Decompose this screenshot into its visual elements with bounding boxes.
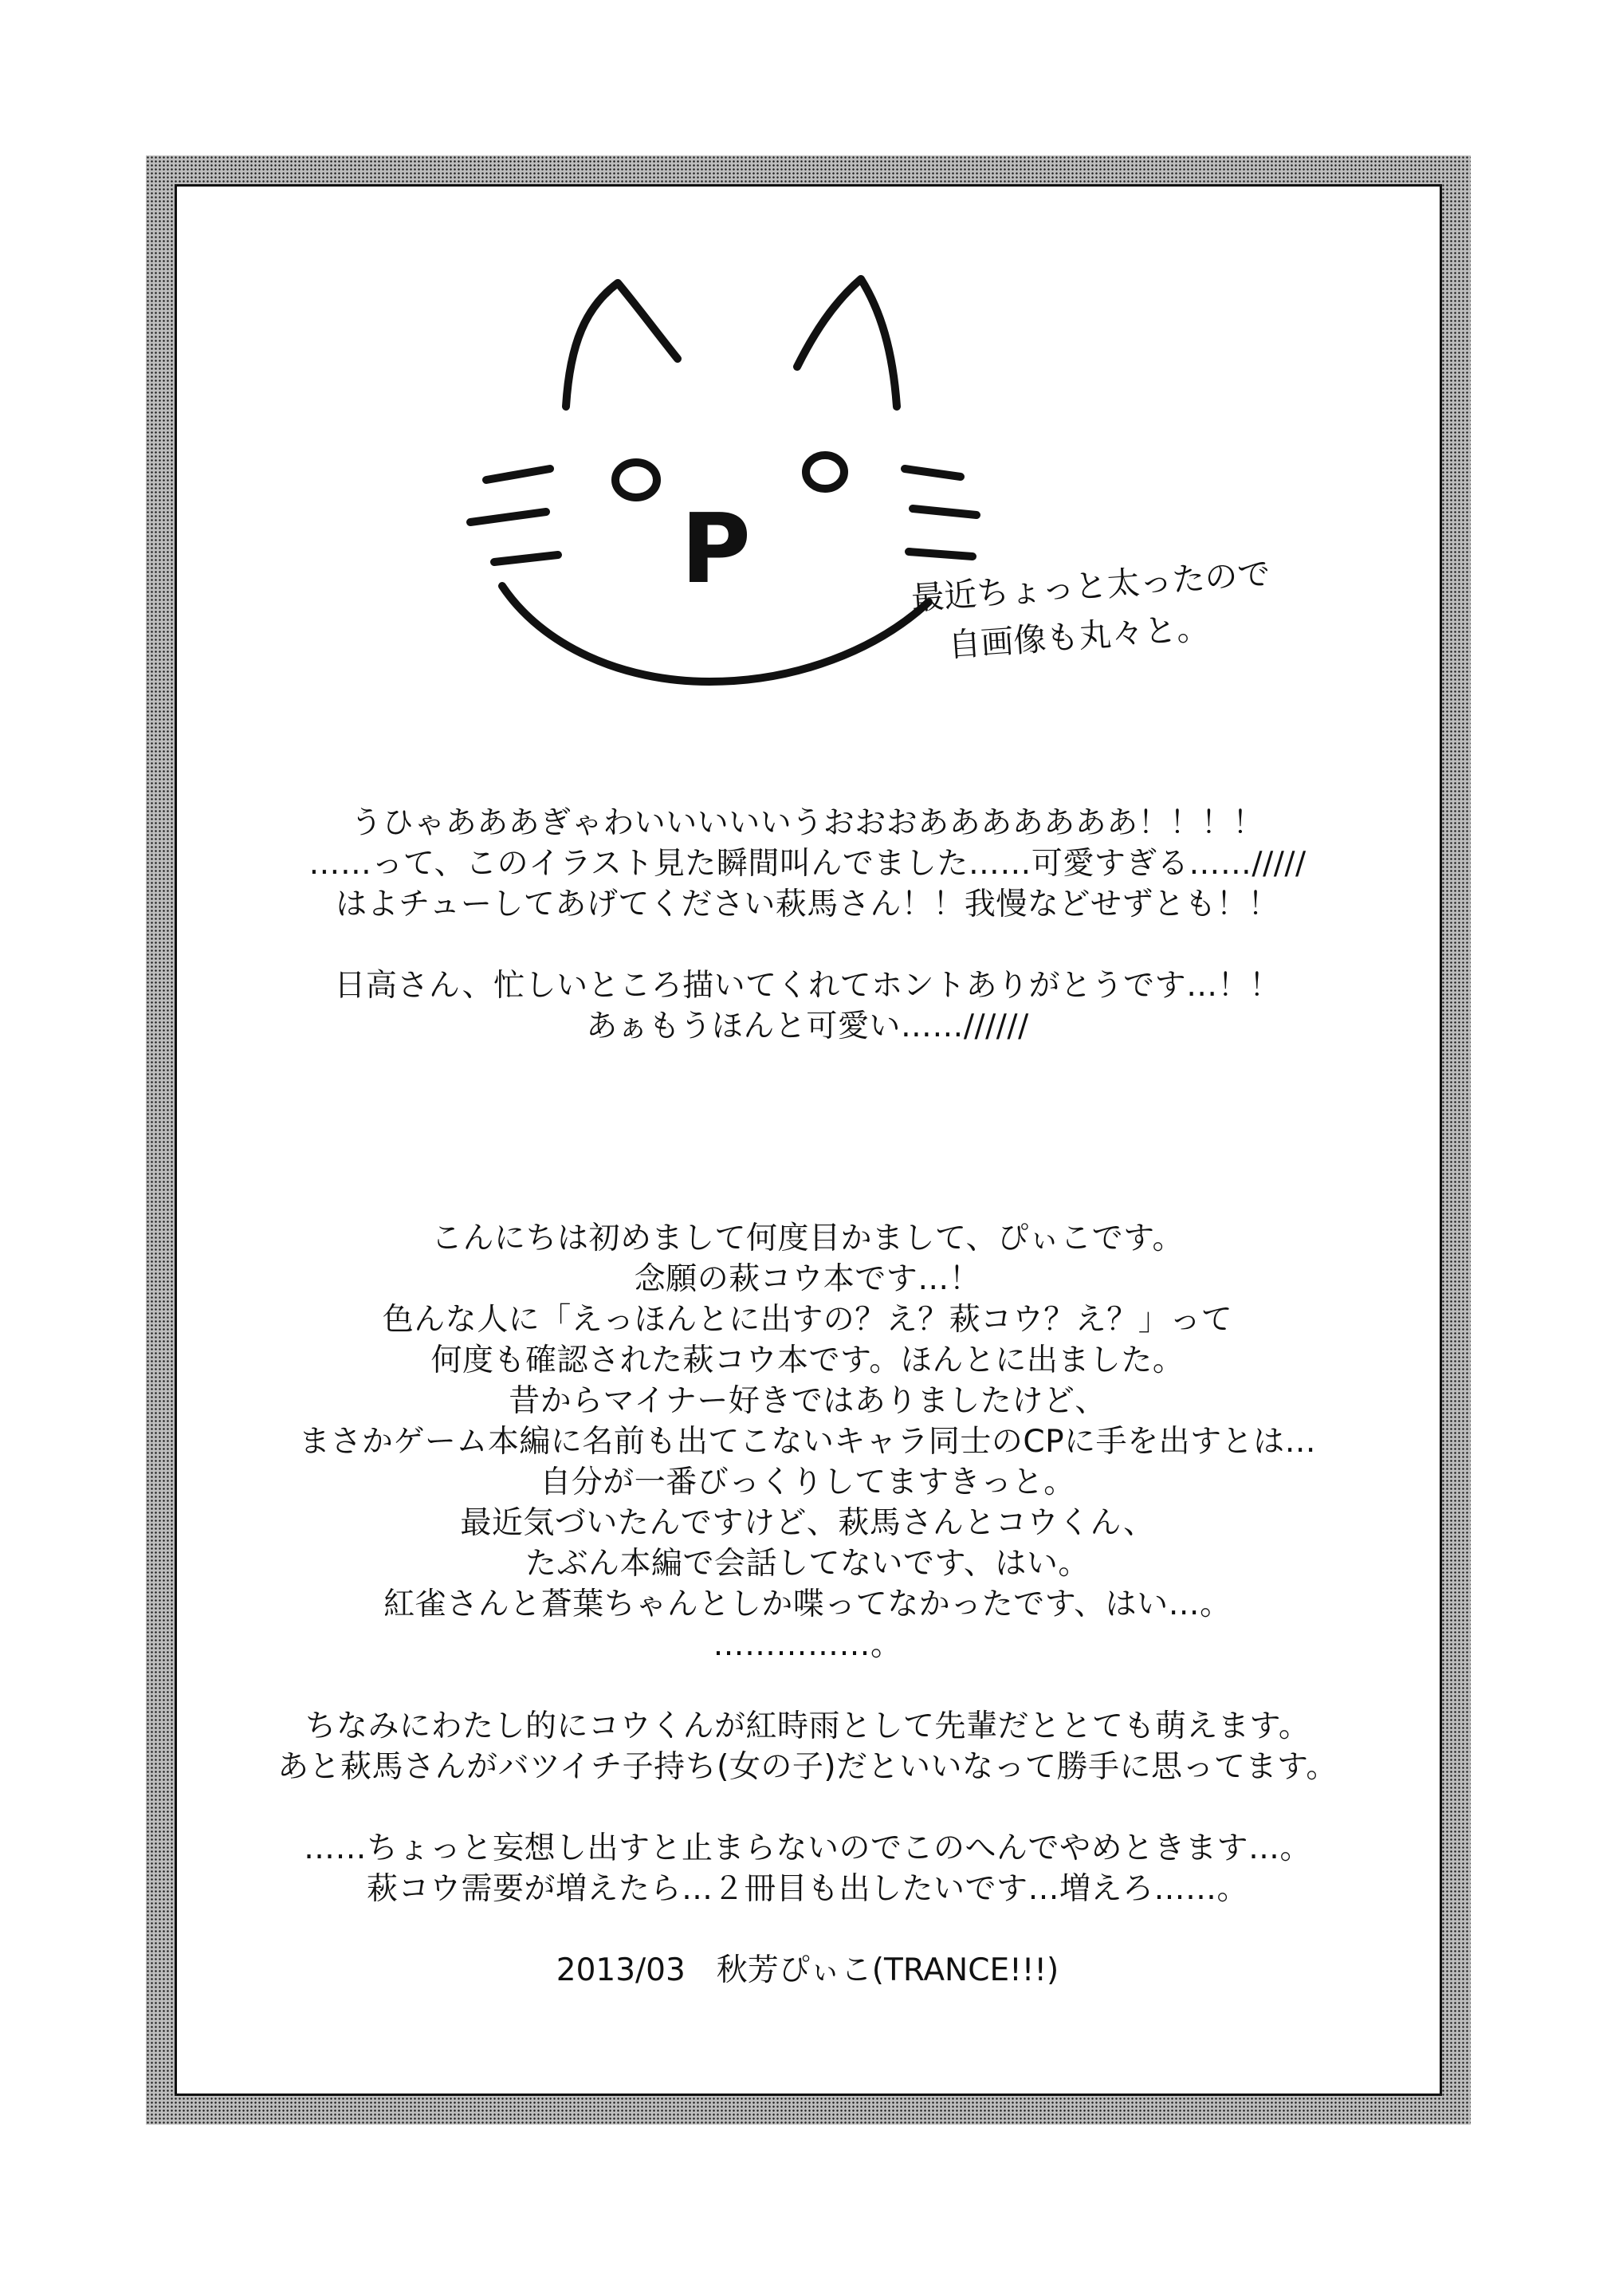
text-line: 色んな人に「えっほんとに出すの？え？萩コウ？え？」って <box>382 1302 1233 1338</box>
cat-left-eye <box>615 462 657 497</box>
text-line: 昔からマイナー好きではありましたけど、 <box>509 1383 1106 1419</box>
text-line: たぶん本編で会話してないです、はい。 <box>525 1546 1090 1582</box>
text-line: 紅雀さんと蒼葉ちゃんとしか喋ってなかったです、はい…。 <box>383 1586 1232 1622</box>
text-line: まさかゲーム本編に名前も出てこないキャラ同士のCPに手を出すとは… <box>298 1424 1317 1460</box>
text-line: 日高さん、忙しいところ描いてくれてホントありがとうです…！！ <box>334 968 1281 1004</box>
cat-right-whisker-3 <box>909 552 973 556</box>
text-line: あぁもうほんと可愛い……////// <box>586 1008 1029 1044</box>
text-line: こんにちは初めまして何度目かまして、ぴぃこです。 <box>430 1221 1185 1256</box>
text-line: ……って、このイラスト見た瞬間叫んでました……可愛すぎる……///// <box>308 846 1307 882</box>
cat-right-whisker-1 <box>905 469 961 477</box>
text-line: 自分が一番びっくりしてますきっと。 <box>540 1464 1075 1500</box>
text-line: はよチューしてあげてください萩馬さん！！我慢などせずとも！！ <box>336 887 1279 922</box>
text-line: ……ちょっと妄想し出すと止まらないのでこのへんでやめときます…。 <box>303 1830 1311 1866</box>
text-line: 念願の萩コウ本です…！ <box>634 1261 981 1297</box>
cat-left-whisker-1 <box>486 469 550 480</box>
caption-line: 最近ちょっと太ったので <box>910 554 1271 618</box>
text-line: ちなみにわたし的にコウくんが紅時雨として先輩だととても萌えます。 <box>305 1708 1310 1744</box>
cat-left-whisker-2 <box>470 512 546 522</box>
cat-right-eye <box>806 455 844 489</box>
blank-line <box>207 925 1408 965</box>
cat-right-ear <box>797 279 897 407</box>
cat-left-whisker-3 <box>494 555 558 562</box>
blank-line <box>207 1665 1408 1706</box>
text-line: ……………。 <box>713 1627 902 1663</box>
cat-left-ear <box>566 283 678 407</box>
text-line: うひゃあああぎゃわいいいいいうおおおあああああああ！！！！ <box>351 805 1264 841</box>
text-line: 何度も確認された萩コウ本です。ほんとに出ました。 <box>430 1343 1185 1378</box>
text-line: 最近気づいたんですけど、萩馬さんとコウくん、 <box>460 1505 1155 1541</box>
cat-face-drawing <box>446 247 988 694</box>
text-line: 萩コウ需要が増えたら…２冊目も出したいです…増えろ……。 <box>366 1871 1248 1907</box>
blank-line <box>207 1787 1408 1828</box>
cat-nose-letter: P <box>681 494 751 605</box>
text-line: あと萩馬さんがバツイチ子持ち(女の子)だといいなって勝手に思ってます。 <box>277 1749 1338 1785</box>
afterword-text-block <box>207 1218 1408 1909</box>
caption-line: 自画像も丸々と。 <box>946 607 1211 665</box>
cat-right-whisker-2 <box>913 509 976 515</box>
signature-date-author: 2013/03 秋芳ぴぃこ(TRANCE!!!) <box>556 1952 1059 1988</box>
greeting-text-block <box>207 803 1408 1047</box>
